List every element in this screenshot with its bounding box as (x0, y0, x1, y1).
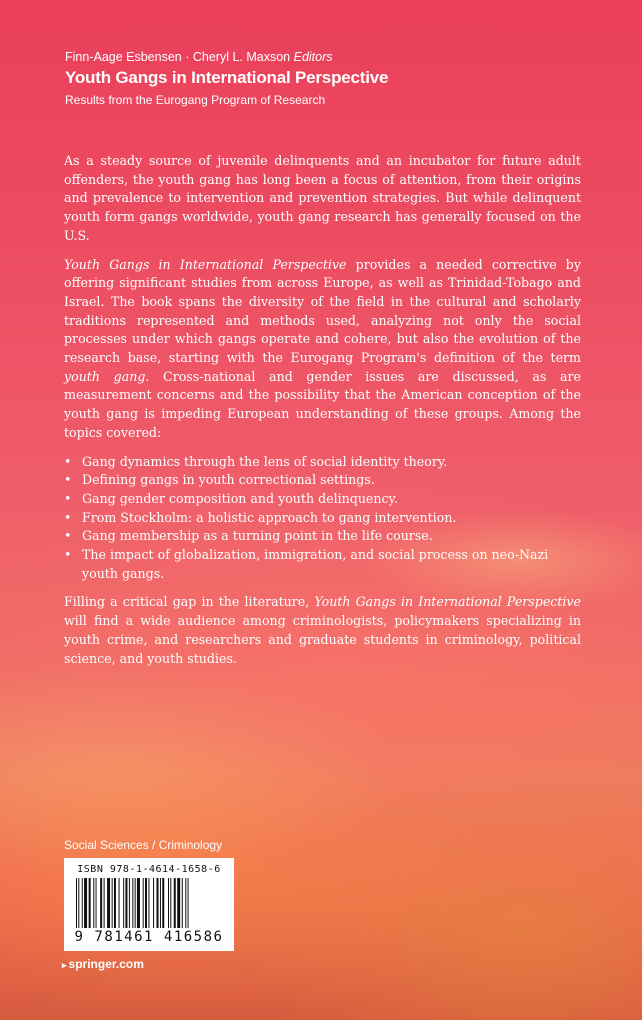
italic-term: youth gang (64, 368, 146, 384)
list-item (64, 471, 581, 490)
list-item (64, 509, 581, 528)
barcode-digits: 9 781461 416586 (74, 929, 224, 945)
blurb-paragraph-3-part-b: will find a wide audience among criminologists, policymakers specializing in youth crime, and researchers and graduate students in criminology, political science, and youth studies. (64, 613, 581, 666)
bullet-icon: • (64, 547, 72, 563)
list-item (64, 546, 581, 583)
isbn-label: ISBN 978-1-4614-1658-6 (77, 864, 221, 875)
blurb-paragraph-2 (64, 256, 581, 443)
publisher-url: springer.com (68, 957, 144, 971)
bullet-icon: • (64, 490, 72, 506)
right-triangle-icon: ▸ (62, 960, 67, 970)
list-item-text: Defining gangs in youth correctional settings. (82, 472, 375, 488)
cover-header (65, 49, 388, 108)
bullet-icon: • (64, 528, 72, 544)
blurb-paragraph-2-part-b: . Cross-national and gender issues are discussed, as are measurement concerns and the possibility that the American conception of the youth gang is impeding European understanding of these groups. Among the topics covered: (64, 368, 581, 440)
barcode-bars (76, 878, 222, 928)
list-item-text: The impact of globalization, immigration, and social process on neo-Nazi youth gangs. (82, 547, 549, 581)
list-item-text: From Stockholm: a holistic approach to gang intervention. (82, 509, 457, 525)
list-item (64, 453, 581, 472)
list-item (64, 490, 581, 509)
book-title: Youth Gangs in International Perspective (65, 68, 389, 87)
list-item (64, 527, 581, 546)
editors-names: Finn-Aage Esbensen · Cheryl L. Maxson (65, 50, 291, 64)
editors-role: Editors (293, 50, 333, 64)
book-subtitle: Results from the Eurogang Program of Research (65, 93, 326, 107)
blurb-paragraph-1: As a steady source of juvenile delinquents and an incubator for future adult offenders, the youth gang has long been a focus of attention, from their origins and prevalence to intervention and prevention strategies. But while delinquent youth form gangs worldwide, youth gang research has generally focused on the U.S. (64, 153, 581, 243)
list-item-text: Gang dynamics through the lens of social identity theory. (82, 453, 448, 469)
blurb-paragraph-3 (64, 593, 581, 668)
topics-list (64, 453, 581, 584)
italic-book-title: Youth Gangs in International Perspective (64, 256, 347, 272)
bullet-icon: • (64, 509, 72, 525)
list-item-text: Gang membership as a turning point in the life course. (82, 528, 433, 544)
subject-category: Social Sciences / Criminology (64, 838, 223, 852)
bullet-icon: • (64, 472, 72, 488)
blurb-paragraph-2-part-a: provides a needed corrective by offering significant studies from across Europe, as well as Trinidad-Tobago and Israel. The book spans the diversity of the field in the cultural and scholarly traditions represented and methods used, analyzing not only the social processes under which gangs operate and cohere, but also the evolution of the research base, starting with the Eurogang Program's definition of the term (64, 256, 581, 366)
editors-line (65, 49, 388, 65)
italic-book-title: Youth Gangs in International Perspective (314, 594, 581, 610)
list-item-text: Gang gender composition and youth delinquency. (82, 490, 398, 506)
publisher-link[interactable] (62, 957, 144, 971)
bullet-icon: • (64, 453, 72, 469)
isbn-barcode (64, 858, 234, 951)
blurb-paragraph-3-part-a: Filling a critical gap in the literature, (64, 594, 315, 610)
blurb-text (64, 152, 581, 678)
